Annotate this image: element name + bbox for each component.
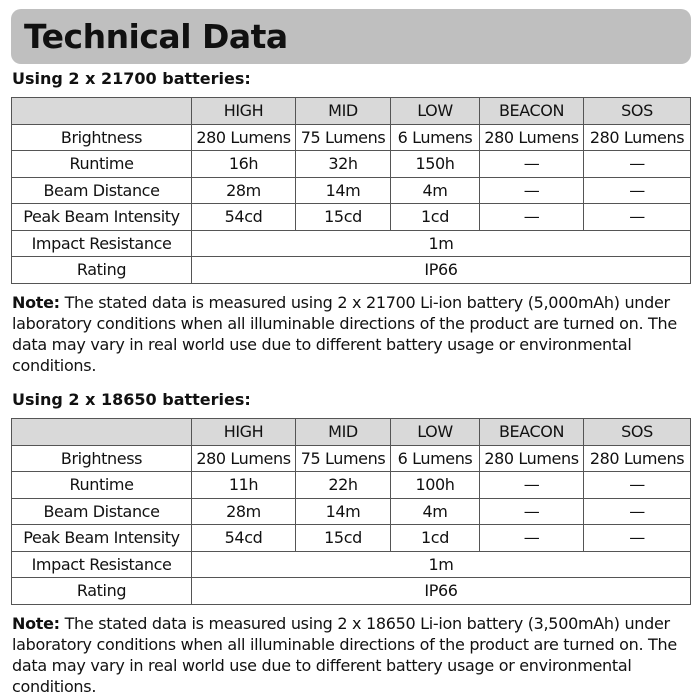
- table-cell: 54cd: [192, 525, 296, 552]
- column-header: HIGH: [192, 419, 296, 446]
- table-cell: 1cd: [391, 204, 480, 231]
- table-row: [12, 230, 691, 257]
- note-18650: [12, 613, 692, 697]
- section-heading-21700: Using 2 x 21700 batteries:: [12, 69, 251, 88]
- spec-table-21700: [11, 97, 691, 284]
- column-header: LOW: [391, 98, 480, 125]
- column-header: SOS: [584, 98, 691, 125]
- table-cell: —: [584, 498, 691, 525]
- table-cell: 28m: [192, 498, 296, 525]
- row-label: Impact Resistance: [12, 230, 192, 257]
- table-row: [12, 257, 691, 284]
- table-row: [12, 151, 691, 178]
- row-label: Beam Distance: [12, 498, 192, 525]
- row-label: Peak Beam Intensity: [12, 204, 192, 231]
- table-cell-merged: 1m: [192, 551, 691, 578]
- column-header: MID: [296, 98, 391, 125]
- table-cell: —: [584, 472, 691, 499]
- table-cell: 75 Lumens: [296, 445, 391, 472]
- table-cell: 150h: [391, 151, 480, 178]
- table-row: [12, 498, 691, 525]
- table-cell: —: [584, 525, 691, 552]
- table-cell: 14m: [296, 498, 391, 525]
- note-text: The stated data is measured using 2 x 21700 Li-ion battery (5,000mAh) under laboratory conditions when all illuminable directions of the product are turned on. The data may vary in real world use due to different battery usage or environmental conditions.: [12, 293, 677, 375]
- table-cell: 28m: [192, 177, 296, 204]
- row-label: Runtime: [12, 151, 192, 178]
- column-header: BEACON: [480, 419, 584, 446]
- row-label: Brightness: [12, 124, 192, 151]
- table-cell: —: [480, 472, 584, 499]
- table-cell: 280 Lumens: [480, 445, 584, 472]
- title-bar: [11, 9, 691, 64]
- note-21700: [12, 292, 692, 376]
- table-cell-merged: IP66: [192, 578, 691, 605]
- table-cell: 75 Lumens: [296, 124, 391, 151]
- column-header: SOS: [584, 419, 691, 446]
- table-cell: —: [480, 177, 584, 204]
- row-label: Runtime: [12, 472, 192, 499]
- table-cell: —: [584, 177, 691, 204]
- table-cell: —: [480, 151, 584, 178]
- column-header: HIGH: [192, 98, 296, 125]
- table-cell: —: [584, 204, 691, 231]
- row-label: Brightness: [12, 445, 192, 472]
- table-cell: 100h: [391, 472, 480, 499]
- note-label: Note:: [12, 293, 60, 312]
- column-header: LOW: [391, 419, 480, 446]
- table-row: [12, 204, 691, 231]
- table-cell: 280 Lumens: [584, 124, 691, 151]
- table-row: [12, 578, 691, 605]
- table-row: [12, 445, 691, 472]
- table-row: [12, 525, 691, 552]
- table-cell: 6 Lumens: [391, 445, 480, 472]
- table-cell: —: [480, 204, 584, 231]
- table-cell: 4m: [391, 498, 480, 525]
- table-cell: —: [480, 498, 584, 525]
- table-cell: 15cd: [296, 525, 391, 552]
- table-cell: 11h: [192, 472, 296, 499]
- header-corner: [12, 419, 192, 446]
- header-corner: [12, 98, 192, 125]
- table-row: [12, 177, 691, 204]
- section-heading-18650: Using 2 x 18650 batteries:: [12, 390, 251, 409]
- table-cell: 6 Lumens: [391, 124, 480, 151]
- table-row: [12, 472, 691, 499]
- table-row: [12, 124, 691, 151]
- page-title: Technical Data: [24, 17, 288, 56]
- note-text: The stated data is measured using 2 x 18650 Li-ion battery (3,500mAh) under laboratory conditions when all illuminable directions of the product are turned on. The data may vary in real world use due to different battery usage or environmental conditions.: [12, 614, 677, 696]
- table-cell: —: [480, 525, 584, 552]
- table-cell: 280 Lumens: [192, 124, 296, 151]
- table-cell: 1cd: [391, 525, 480, 552]
- table-cell: 280 Lumens: [480, 124, 584, 151]
- table-header-row: [12, 419, 691, 446]
- note-label: Note:: [12, 614, 60, 633]
- column-header: BEACON: [480, 98, 584, 125]
- table-cell: 15cd: [296, 204, 391, 231]
- row-label: Rating: [12, 257, 192, 284]
- table-cell: 4m: [391, 177, 480, 204]
- row-label: Beam Distance: [12, 177, 192, 204]
- row-label: Peak Beam Intensity: [12, 525, 192, 552]
- row-label: Impact Resistance: [12, 551, 192, 578]
- table-cell-merged: IP66: [192, 257, 691, 284]
- table-cell: 280 Lumens: [192, 445, 296, 472]
- table-cell: 14m: [296, 177, 391, 204]
- table-cell: 16h: [192, 151, 296, 178]
- row-label: Rating: [12, 578, 192, 605]
- column-header: MID: [296, 419, 391, 446]
- table-cell: 22h: [296, 472, 391, 499]
- table-cell-merged: 1m: [192, 230, 691, 257]
- table-row: [12, 551, 691, 578]
- spec-table-18650: [11, 418, 691, 605]
- table-cell: 280 Lumens: [584, 445, 691, 472]
- table-header-row: [12, 98, 691, 125]
- table-cell: —: [584, 151, 691, 178]
- table-cell: 32h: [296, 151, 391, 178]
- table-cell: 54cd: [192, 204, 296, 231]
